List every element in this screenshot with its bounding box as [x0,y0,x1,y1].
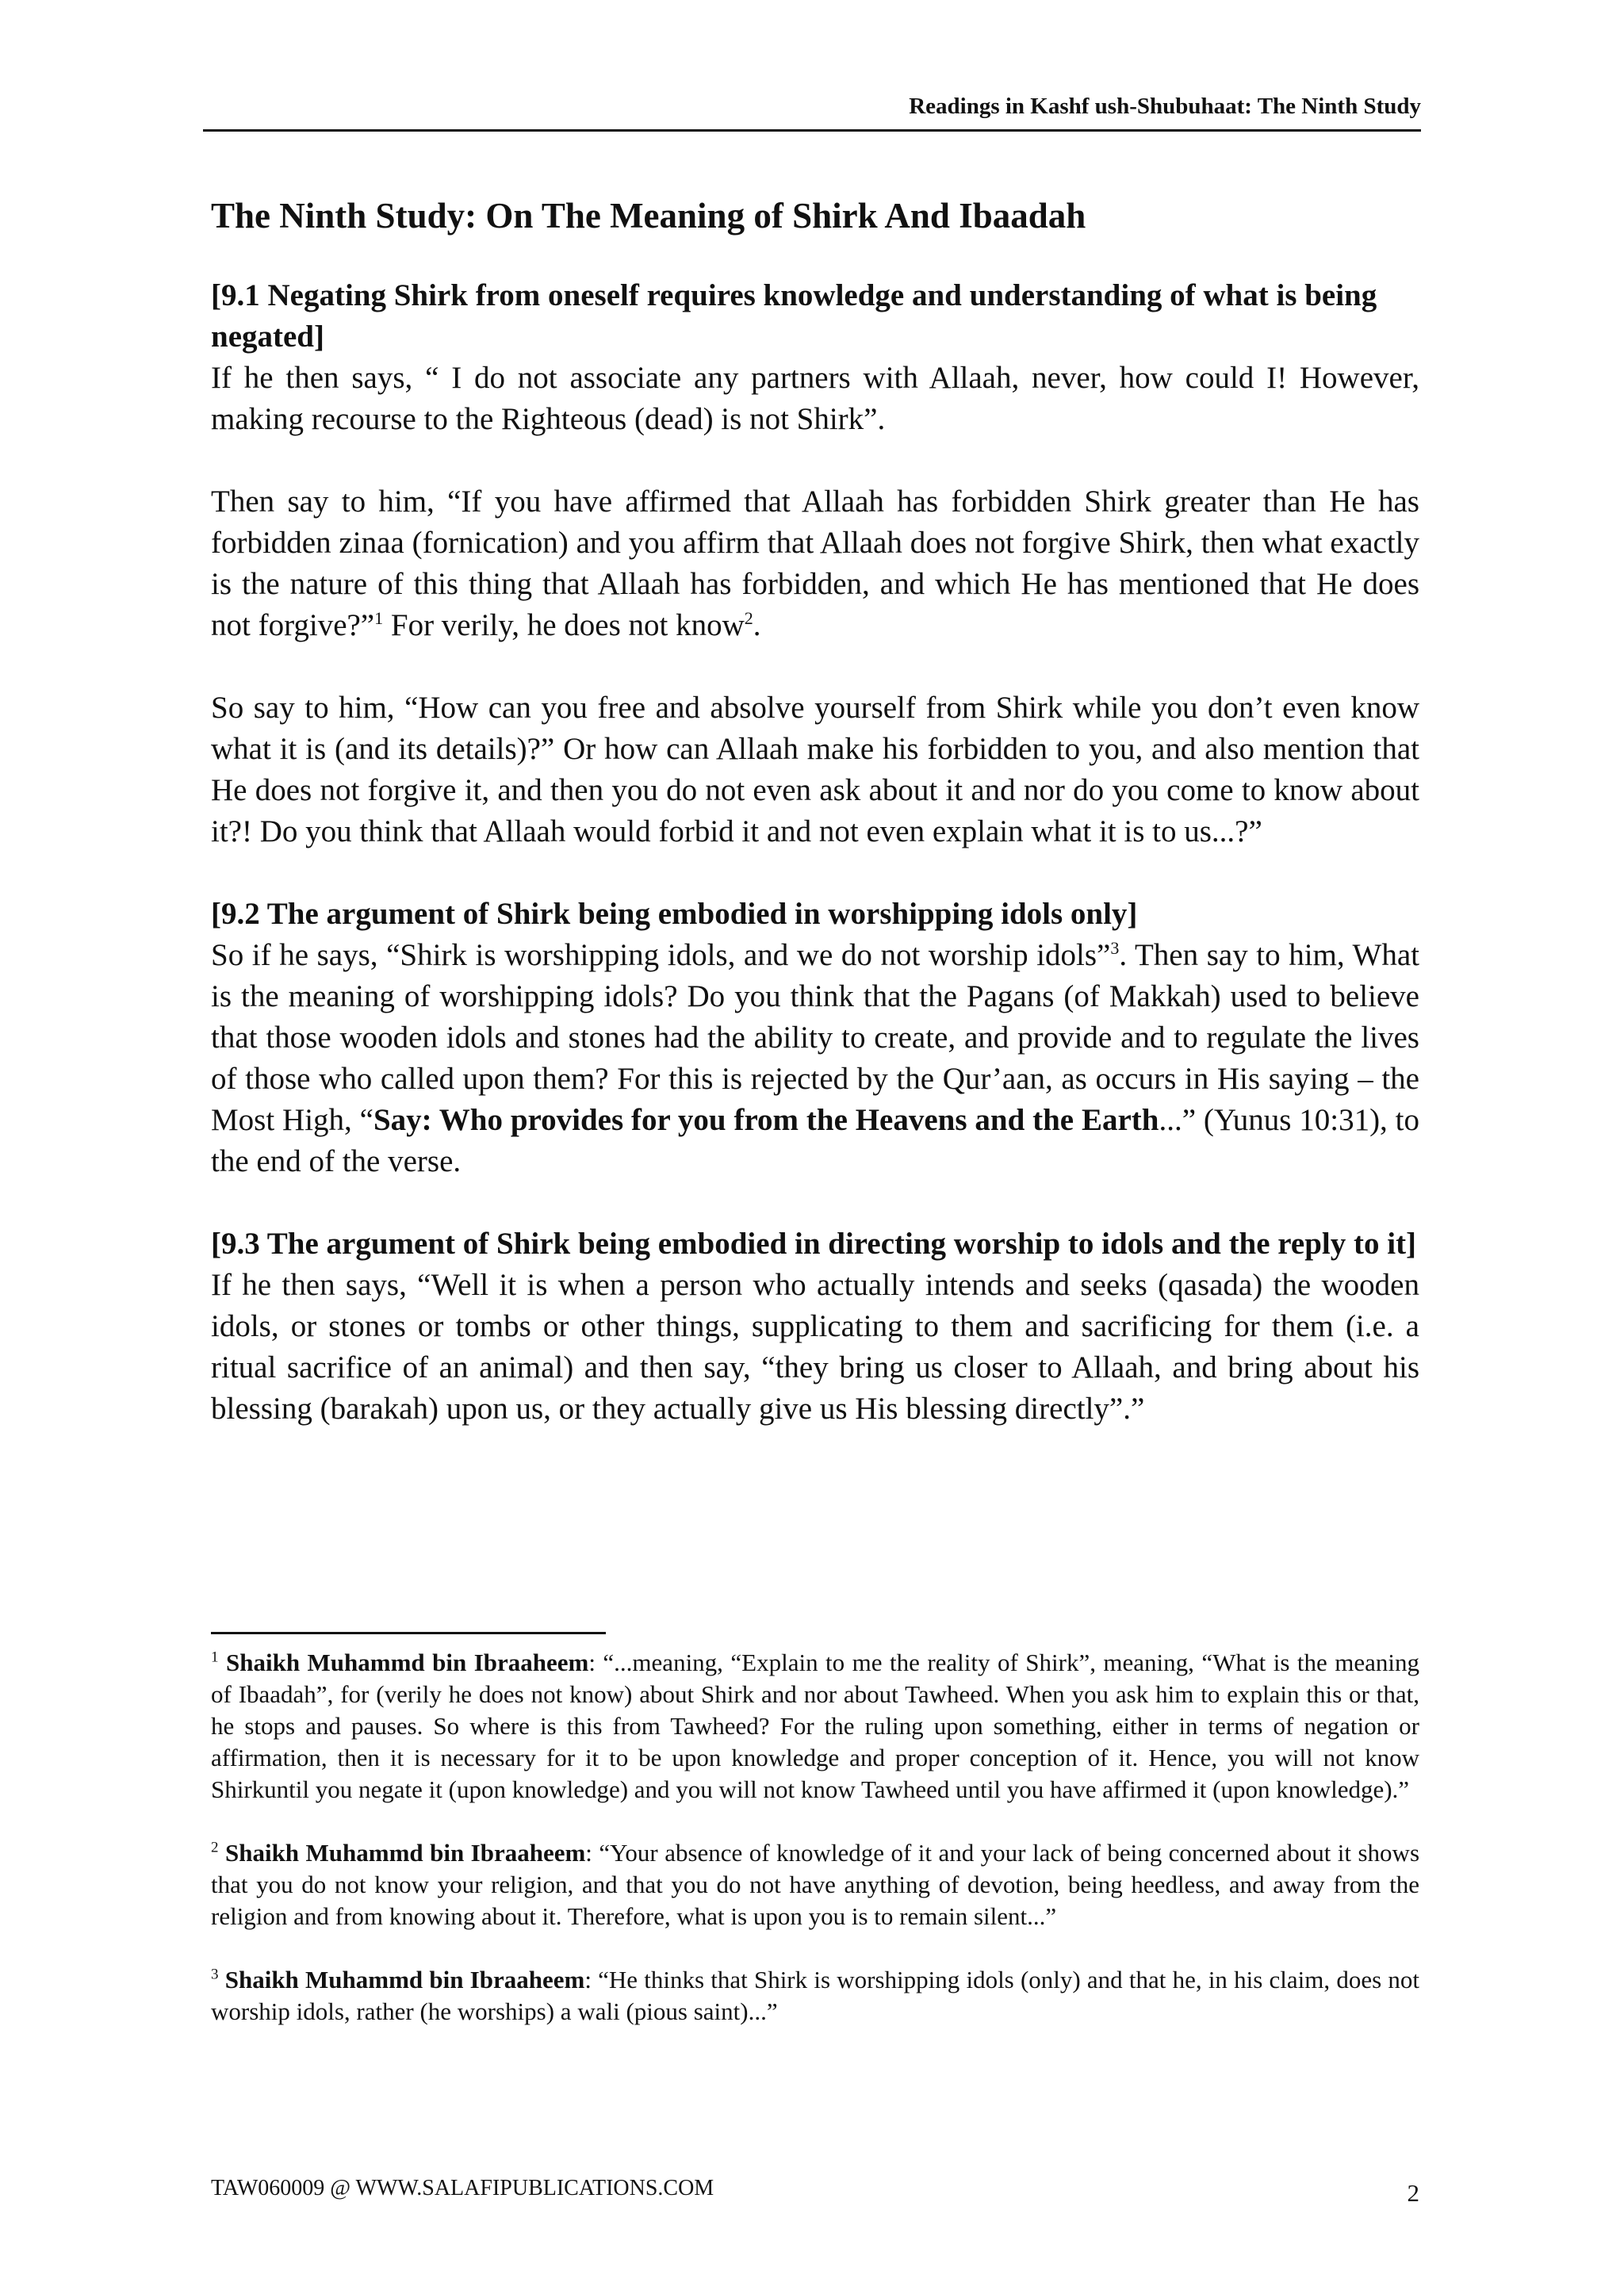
footnote-text: : “Your absence of knowledge of it and your lack of being concerned about it shows that you do not know your religion, and that you do not have anything of devotion, being heedless, and away from the religion and from knowing about it. Therefore, what is upon you is to remain silent...” [211,1839,1420,1930]
footnote-number: 3 [211,1966,219,1983]
paragraph-text: . Then say to him, What is the meaning of worshipping idols? Do you think that the Pagans (of Makkah) used to believe that those wooden idols and stones had the ability to create, and provide and to regulate the lives of those who called upon them? For this is rejected by the Qur’aan, as occurs in His saying – the Most High, “ [211,938,1419,1137]
quran-quote: Say: Who provides for you from the Heavens and the Earth [373,1103,1159,1137]
running-header: Readings in Kashf ush-Shubuhaat: The Ninth Study [203,94,1421,132]
paragraph-text: So if he says, “Shirk is worshipping idols, and we do not worship idols” [211,938,1111,972]
footnote-author: Shaikh Muhammd bin Ibraaheem [224,1839,586,1867]
paragraph: So say to him, “How can you free and absolve yourself from Shirk while you don’t even know what it is (and its details)?” Or how can Allaah make his forbidden to you, and also mention that He does not forgive it, and then you do not even ask about it and nor do you come to know about it?! Do you think that Allaah would forbid it and not even explain what it is to us...?” [211,691,1419,848]
footnote-text: : “He thinks that Shirk is worshipping idols (only) and that he, in his claim, does not worship idols, rather (he worships) a wali (pious saint)...” [211,1966,1420,2025]
paragraph: If he then says, “Well it is when a person who actually intends and seeks (qasada) the wooden idols, or stones or tombs or other things, supplicating to them and sacrificing for them (i.e. a ritual sacrifice of an animal) and then say, “they bring us closer to Allaah, and bring about his blessing (barakah) upon us, or they actually give us His blessing directly”.” [211,1268,1419,1426]
page-number: 2 [1407,2179,1419,2207]
footnote-author: Shaikh Muhammd bin Ibraaheem [224,1966,585,1993]
section-heading-9-3: [9.3 The argument of Shirk being embodied in directing worship to idols and the reply to it] [211,1227,1417,1261]
footnote [211,1647,1419,1806]
footnote-ref[interactable]: 2 [744,608,753,628]
footnote-number: 1 [211,1649,219,1666]
footnote [211,1964,1419,2028]
footnote-number: 2 [211,1839,219,1856]
footnote-text: : “...meaning, “Explain to me the reality of Shirk”, meaning, “What is the meaning of Ibaadah”, for (verily he does not know) about Shirk and nor about Tawheed. When you ask him to explain this or that, he stops and pauses. So where is this from Tawheed? For the ruling upon something, either in terms of negation or affirmation, then it is necessary for it to be upon knowledge and proper conception of it. Hence, you will not know Shirkuntil you negate it (upon knowledge) and you will not know Tawheed until you have affirmed it (upon knowledge).” [211,1649,1419,1803]
footnote-divider [211,1632,606,1634]
footnote-ref[interactable]: 1 [374,608,384,628]
footnote-ref[interactable]: 3 [1110,938,1120,958]
section-heading-9-2: [9.2 The argument of Shirk being embodied in worshipping idols only] [211,897,1138,931]
paragraph: If he then says, “ I do not associate any partners with Allaah, never, how could I! However, making recourse to the Righteous (dead) is not Shirk”. [211,361,1419,436]
footer-source: TAW060009 @ WWW.SALAFIPUBLICATIONS.COM [211,2176,714,2200]
paragraph-text: ...” (Yunus 10:31), to the end of the verse. [211,1103,1419,1178]
paragraph-text: Then say to him, “If you have affirmed that Allaah has forbidden Shirk greater than He has forbidden zinaa (fornication) and you affirm that Allaah does not forgive Shirk, then what exactly is the nature of this thing that Allaah has forbidden, and which He has mentioned that He does not forgive?” [211,484,1419,642]
main-content [211,194,1419,1430]
page-title: The Ninth Study: On The Meaning of Shirk And Ibaadah [211,196,1086,236]
footnote-author: Shaikh Muhammd bin Ibraaheem [225,1649,589,1676]
paragraph [211,481,1419,646]
section-heading-9-1: [9.1 Negating Shirk from oneself requires knowledge and understanding of what is being negated] [211,278,1377,354]
footnotes [211,1632,1419,2059]
footnote [211,1837,1419,1932]
paragraph-text: . [753,608,761,642]
paragraph-text: For verily, he does not know [383,608,745,642]
paragraph [211,935,1419,1182]
